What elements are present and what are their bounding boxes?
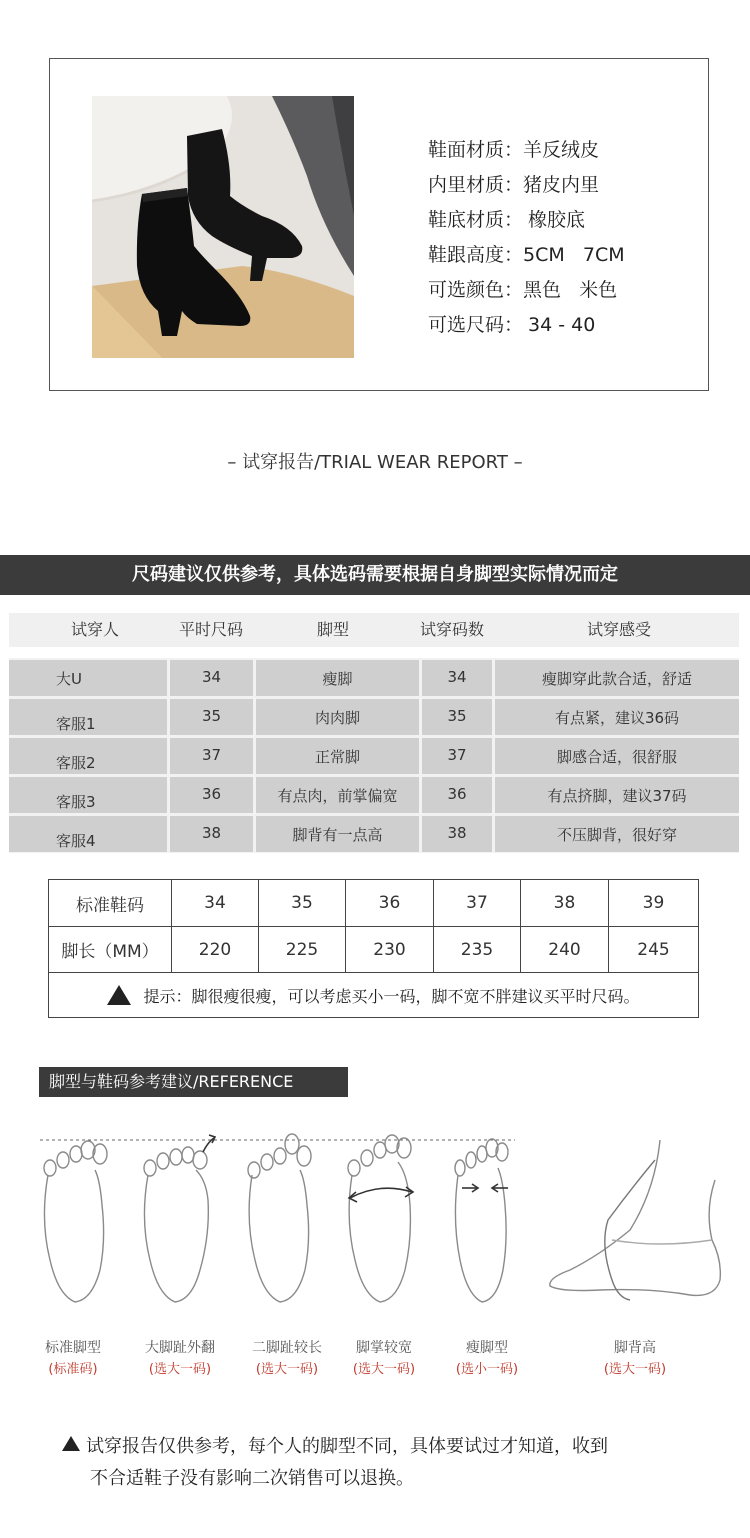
cell-tester: 客服3 [9, 777, 167, 813]
size-cell: 35 [259, 880, 346, 927]
product-photo [92, 96, 354, 358]
foot-type-advice: (选大一码) [603, 1362, 667, 1377]
spec-colors: 可选颜色：黑色 米色 [428, 279, 618, 301]
cell-tester: 客服2 [9, 738, 167, 774]
length-cell: 230 [346, 927, 434, 973]
long-second-toe-foot-icon [248, 1134, 311, 1302]
size-row-label: 标准鞋码 [49, 880, 172, 927]
foot-type-label: 脚背高 [614, 1340, 656, 1356]
length-cell: 245 [609, 927, 698, 973]
spec-list [428, 133, 625, 343]
cell-usual-size: 37 [170, 738, 253, 774]
length-cell: 240 [521, 927, 609, 973]
spec-upper: 鞋面材质：羊反绒皮 [428, 139, 600, 161]
cell-foot-type: 瘦脚 [256, 660, 419, 696]
header-usual-size: 平时尺码 [179, 620, 244, 639]
foot-type-label: 大脚趾外翻 [145, 1340, 215, 1356]
foot-type-advice: (选大一码) [148, 1362, 212, 1377]
table-row [9, 816, 739, 852]
foot-type-label: 标准脚型 [45, 1340, 101, 1356]
size-cell: 36 [346, 880, 434, 927]
cell-usual-size: 34 [170, 660, 253, 696]
foot-type-label: 瘦脚型 [466, 1340, 508, 1356]
trial-table-header [9, 613, 739, 647]
slim-foot-icon [455, 1139, 508, 1302]
spec-sole: 鞋底材质： 橡胶底 [428, 209, 586, 231]
header-tester: 试穿人 [71, 620, 120, 639]
length-cell: 220 [172, 927, 259, 973]
trial-table-body [9, 658, 739, 853]
foot-illustrations [0, 1130, 750, 1320]
warning-triangle-icon [62, 1436, 80, 1451]
cell-usual-size: 35 [170, 699, 253, 735]
reference-title: 脚型与鞋码参考建议/REFERENCE [39, 1067, 348, 1097]
spec-sizes: 可选尺码： 34 - 40 [428, 314, 596, 336]
warning-triangle-icon [107, 985, 131, 1005]
cell-feeling: 瘦脚穿此款合适，舒适 [495, 660, 739, 696]
length-row-label: 脚长（MM） [49, 927, 172, 973]
foot-type-advice: (选小一码) [455, 1362, 519, 1377]
standard-foot-icon [44, 1141, 107, 1302]
size-cell: 38 [521, 880, 609, 927]
report-title: – 试穿报告/TRIAL WEAR REPORT – [227, 452, 523, 473]
table-row [9, 777, 739, 813]
cell-foot-type: 正常脚 [256, 738, 419, 774]
cell-tester: 大U [9, 660, 167, 696]
cell-usual-size: 38 [170, 816, 253, 852]
header-feeling: 试穿感受 [587, 620, 652, 639]
table-row [9, 699, 739, 735]
header-tried-size: 试穿码数 [420, 620, 485, 639]
cell-foot-type: 脚背有一点高 [256, 816, 419, 852]
product-info-box [49, 58, 709, 391]
cell-foot-type: 有点肉，前掌偏宽 [256, 777, 419, 813]
foot-type-advice: (选大一码) [352, 1362, 416, 1377]
size-cell: 34 [172, 880, 259, 927]
cell-tester: 客服1 [9, 699, 167, 735]
cell-feeling: 有点挤脚，建议37码 [495, 777, 739, 813]
header-foot-type: 脚型 [317, 620, 350, 639]
foot-type-advice: (标准码) [48, 1362, 98, 1377]
cell-usual-size: 36 [170, 777, 253, 813]
cell-feeling: 不压脚背，很好穿 [495, 816, 739, 852]
wide-forefoot-icon [348, 1135, 413, 1302]
high-instep-foot-icon [550, 1140, 721, 1300]
cell-foot-type: 肉肉脚 [256, 699, 419, 735]
size-advice-banner: 尺码建议仅供参考，具体选码需要根据自身脚型实际情况而定 [0, 555, 750, 595]
bunion-foot-icon [144, 1135, 215, 1302]
spec-lining: 内里材质：猪皮内里 [428, 174, 600, 196]
boots-photo-icon [92, 96, 354, 358]
cell-tester: 客服4 [9, 816, 167, 852]
cell-tried-size: 34 [422, 660, 492, 696]
spec-heel: 鞋跟高度：5CM 7CM [428, 244, 625, 266]
length-cell: 235 [434, 927, 521, 973]
cell-feeling: 脚感合适，很舒服 [495, 738, 739, 774]
size-cell: 39 [609, 880, 698, 927]
cell-tried-size: 38 [422, 816, 492, 852]
cell-tried-size: 35 [422, 699, 492, 735]
size-tip: 提示：脚很瘦很瘦，可以考虑买小一码，脚不宽不胖建议买平时尺码。 [49, 973, 698, 1017]
table-row [9, 660, 739, 696]
length-cell: 225 [259, 927, 346, 973]
disclaimer-note: 试穿报告仅供参考，每个人的脚型不同，具体要试过才知道，收到 不合适鞋子没有影响二次销售可以退换。 [62, 1431, 702, 1495]
table-row [9, 738, 739, 774]
cell-tried-size: 36 [422, 777, 492, 813]
size-cell: 37 [434, 880, 521, 927]
foot-type-label: 二脚趾较长 [252, 1340, 322, 1356]
size-table [48, 879, 699, 1018]
foot-type-label: 脚掌较宽 [356, 1340, 412, 1356]
cell-tried-size: 37 [422, 738, 492, 774]
cell-feeling: 有点紧，建议36码 [495, 699, 739, 735]
foot-type-advice: (选大一码) [255, 1362, 319, 1377]
